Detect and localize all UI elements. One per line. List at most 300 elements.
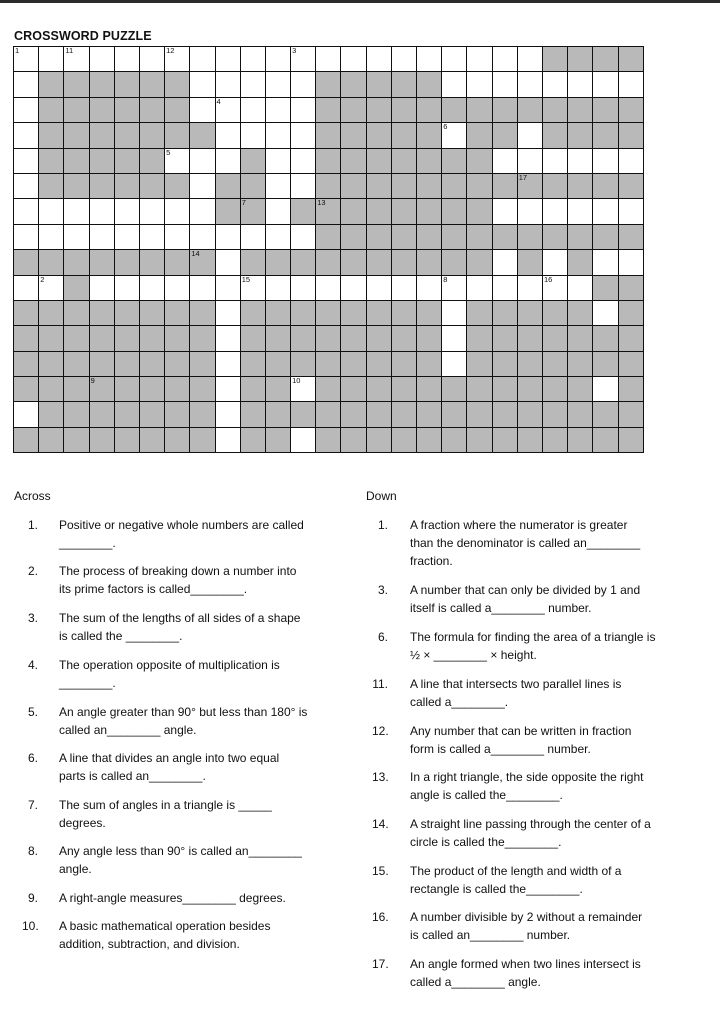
shaded-cell — [14, 326, 39, 351]
grid-cell[interactable] — [593, 250, 618, 275]
shaded-cell — [392, 123, 417, 148]
grid-cell[interactable] — [291, 377, 316, 402]
shaded-cell — [442, 174, 467, 199]
grid-cell[interactable] — [140, 225, 165, 250]
clue-number-label: 4 — [216, 96, 221, 106]
shaded-cell — [341, 326, 366, 351]
grid-cell[interactable] — [568, 199, 593, 224]
grid-cell[interactable] — [190, 47, 215, 72]
shaded-cell — [619, 225, 644, 250]
shaded-cell — [316, 72, 341, 97]
clue-text: A right-angle measures________ degrees. — [59, 891, 286, 905]
shaded-cell — [241, 352, 266, 377]
shaded-cell — [568, 225, 593, 250]
shaded-cell — [316, 377, 341, 402]
shaded-cell — [341, 98, 366, 123]
grid-cell[interactable] — [493, 250, 518, 275]
shaded-cell — [241, 402, 266, 427]
clue-number-label: 3 — [292, 46, 297, 55]
grid-cell[interactable] — [619, 250, 644, 275]
grid-cell[interactable] — [291, 98, 316, 123]
grid-cell[interactable] — [190, 199, 215, 224]
shaded-cell — [291, 352, 316, 377]
shaded-cell — [140, 174, 165, 199]
grid-cell[interactable] — [493, 149, 518, 174]
shaded-cell — [442, 402, 467, 427]
grid-cell[interactable] — [543, 199, 568, 224]
shaded-cell — [518, 250, 543, 275]
grid-cell[interactable] — [165, 225, 190, 250]
grid-cell[interactable] — [39, 47, 64, 72]
shaded-cell — [543, 326, 568, 351]
shaded-cell — [165, 250, 190, 275]
shaded-cell — [417, 199, 442, 224]
grid-cell[interactable] — [619, 149, 644, 174]
shaded-cell — [115, 352, 140, 377]
shaded-cell — [518, 402, 543, 427]
shaded-cell — [493, 301, 518, 326]
shaded-cell — [291, 402, 316, 427]
grid-cell[interactable] — [39, 199, 64, 224]
shaded-cell — [39, 301, 64, 326]
shaded-cell — [115, 301, 140, 326]
shaded-cell — [417, 352, 442, 377]
shaded-cell — [140, 352, 165, 377]
shaded-cell — [392, 402, 417, 427]
shaded-cell — [518, 174, 543, 199]
grid-cell[interactable] — [543, 149, 568, 174]
shaded-cell — [493, 377, 518, 402]
shaded-cell — [568, 174, 593, 199]
shaded-cell — [341, 225, 366, 250]
clue-text: A number that can only be divided by 1 and itself is called a________ number. — [410, 583, 641, 615]
grid-cell[interactable] — [518, 276, 543, 301]
clue-text: A straight line passing through the center of a circle is called the________. — [410, 817, 651, 849]
clue-text: The process of breaking down a number into its prime factors is called________. — [59, 564, 297, 596]
shaded-cell — [115, 402, 140, 427]
grid-cell[interactable] — [241, 72, 266, 97]
shaded-cell — [316, 149, 341, 174]
shaded-cell — [417, 428, 442, 453]
grid-cell[interactable] — [518, 47, 543, 72]
shaded-cell — [291, 326, 316, 351]
grid-cell[interactable] — [341, 276, 366, 301]
grid-cell[interactable] — [115, 47, 140, 72]
shaded-cell — [115, 377, 140, 402]
grid-cell[interactable] — [266, 174, 291, 199]
grid-cell[interactable] — [367, 47, 392, 72]
grid-cell[interactable] — [266, 276, 291, 301]
shaded-cell — [417, 225, 442, 250]
shaded-cell — [241, 149, 266, 174]
grid-cell[interactable] — [568, 276, 593, 301]
shaded-cell — [90, 402, 115, 427]
shaded-cell — [543, 352, 568, 377]
grid-cell[interactable] — [115, 199, 140, 224]
shaded-cell — [341, 149, 366, 174]
shaded-cell — [165, 72, 190, 97]
shaded-cell — [593, 326, 618, 351]
grid-cell[interactable] — [216, 72, 241, 97]
shaded-cell — [266, 326, 291, 351]
clue-number-label: 12 — [166, 46, 175, 55]
shaded-cell — [64, 326, 89, 351]
grid-cell[interactable] — [467, 276, 492, 301]
grid-cell[interactable] — [266, 225, 291, 250]
clue-text: A number divisible by 2 without a remainder is called an________ number. — [410, 910, 643, 942]
grid-cell[interactable] — [216, 47, 241, 72]
grid-cell[interactable] — [266, 98, 291, 123]
grid-cell[interactable] — [241, 123, 266, 148]
shaded-cell — [190, 428, 215, 453]
shaded-cell — [467, 98, 492, 123]
shaded-cell — [442, 98, 467, 123]
shaded-cell — [593, 123, 618, 148]
grid-cell[interactable] — [216, 326, 241, 351]
shaded-cell — [316, 123, 341, 148]
shaded-cell — [467, 428, 492, 453]
shaded-cell — [90, 174, 115, 199]
shaded-cell — [518, 326, 543, 351]
shaded-cell — [467, 402, 492, 427]
clue-number: 15. — [372, 864, 389, 878]
shaded-cell — [568, 377, 593, 402]
shaded-cell — [568, 301, 593, 326]
grid-cell[interactable] — [442, 326, 467, 351]
shaded-cell — [140, 301, 165, 326]
shaded-cell — [241, 301, 266, 326]
shaded-cell — [392, 352, 417, 377]
grid-cell[interactable] — [291, 174, 316, 199]
shaded-cell — [543, 174, 568, 199]
clue-number-label: 2 — [40, 274, 45, 284]
shaded-cell — [64, 428, 89, 453]
shaded-cell — [165, 377, 190, 402]
shaded-cell — [367, 98, 392, 123]
shaded-cell — [467, 352, 492, 377]
clue-number: 9. — [27, 891, 38, 905]
grid-cell[interactable] — [593, 377, 618, 402]
clue-number: 5. — [27, 705, 38, 719]
shaded-cell — [417, 174, 442, 199]
grid-cell[interactable] — [266, 72, 291, 97]
grid-cell[interactable] — [190, 98, 215, 123]
shaded-cell — [467, 199, 492, 224]
grid-cell[interactable] — [90, 47, 115, 72]
shaded-cell — [241, 326, 266, 351]
shaded-cell — [341, 352, 366, 377]
grid-cell[interactable] — [190, 276, 215, 301]
grid-cell[interactable] — [266, 123, 291, 148]
grid-cell[interactable] — [14, 225, 39, 250]
clue-text: The formula for finding the area of a triangle is ½ × ________ × height. — [410, 630, 656, 662]
grid-cell[interactable] — [291, 276, 316, 301]
grid-cell[interactable] — [216, 377, 241, 402]
shaded-cell — [518, 352, 543, 377]
shaded-cell — [316, 98, 341, 123]
grid-cell[interactable] — [216, 352, 241, 377]
shaded-cell — [140, 98, 165, 123]
grid-cell[interactable] — [442, 72, 467, 97]
shaded-cell — [367, 377, 392, 402]
grid-cell[interactable] — [216, 402, 241, 427]
grid-cell[interactable] — [467, 72, 492, 97]
shaded-cell — [593, 276, 618, 301]
shaded-cell — [115, 123, 140, 148]
grid-cell[interactable] — [14, 47, 39, 72]
shaded-cell — [543, 402, 568, 427]
grid-cell[interactable] — [14, 276, 39, 301]
shaded-cell — [518, 428, 543, 453]
shaded-cell — [90, 326, 115, 351]
clue-text: In a right triangle, the side opposite the right angle is called the________. — [410, 770, 644, 802]
shaded-cell — [216, 199, 241, 224]
shaded-cell — [568, 402, 593, 427]
grid-cell[interactable] — [392, 276, 417, 301]
clue-text: The sum of the lengths of all sides of a shape is called the ________. — [59, 611, 301, 643]
grid-cell[interactable] — [417, 276, 442, 301]
clue-text: An angle greater than 90° but less than 180° is called an________ angle. — [59, 705, 308, 737]
shaded-cell — [493, 98, 518, 123]
shaded-cell — [165, 428, 190, 453]
grid-cell[interactable] — [593, 149, 618, 174]
shaded-cell — [593, 428, 618, 453]
grid-cell[interactable] — [14, 98, 39, 123]
shaded-cell — [568, 428, 593, 453]
grid-cell[interactable] — [316, 47, 341, 72]
shaded-cell — [115, 326, 140, 351]
shaded-cell — [266, 377, 291, 402]
grid-cell[interactable] — [64, 199, 89, 224]
clue-text: Positive or negative whole numbers are called ________. — [59, 518, 304, 550]
clue-text: The operation opposite of multiplication is ________. — [59, 658, 280, 690]
clue-number: 13. — [372, 770, 389, 784]
shaded-cell — [493, 428, 518, 453]
shaded-cell — [291, 199, 316, 224]
shaded-cell — [593, 47, 618, 72]
grid-cell[interactable] — [341, 47, 366, 72]
grid-cell[interactable] — [442, 352, 467, 377]
clue-number: 4. — [27, 658, 38, 672]
shaded-cell — [392, 428, 417, 453]
grid-cell[interactable] — [39, 276, 64, 301]
grid-cell[interactable] — [241, 98, 266, 123]
grid-cell[interactable] — [291, 72, 316, 97]
grid-cell[interactable] — [392, 47, 417, 72]
grid-cell[interactable] — [543, 72, 568, 97]
grid-cell[interactable] — [165, 199, 190, 224]
shaded-cell — [266, 250, 291, 275]
page-title: CROSSWORD PUZZLE — [14, 29, 152, 43]
shaded-cell — [392, 149, 417, 174]
grid-cell[interactable] — [493, 276, 518, 301]
shaded-cell — [64, 98, 89, 123]
grid-cell[interactable] — [467, 47, 492, 72]
clue-text: A basic mathematical operation besides addition, subtraction, and division. — [59, 919, 271, 951]
shaded-cell — [90, 98, 115, 123]
clue-number-label: 8 — [443, 274, 448, 284]
clue-number: 6. — [377, 630, 388, 644]
grid-cell[interactable] — [140, 47, 165, 72]
shaded-cell — [367, 149, 392, 174]
grid-cell[interactable] — [115, 276, 140, 301]
grid-cell[interactable] — [90, 276, 115, 301]
grid-cell[interactable] — [493, 47, 518, 72]
grid-cell[interactable] — [568, 149, 593, 174]
clue-number: 7. — [27, 798, 38, 812]
shaded-cell — [165, 123, 190, 148]
grid-cell[interactable] — [190, 174, 215, 199]
grid-cell[interactable] — [518, 123, 543, 148]
clue-number-label: 6 — [443, 122, 448, 132]
shaded-cell — [367, 225, 392, 250]
shaded-cell — [115, 149, 140, 174]
grid-cell[interactable] — [64, 47, 89, 72]
grid-cell[interactable] — [190, 225, 215, 250]
clue-text: An angle formed when two lines intersect is called a________ angle. — [410, 957, 641, 989]
grid-cell[interactable] — [518, 199, 543, 224]
shaded-cell — [341, 428, 366, 453]
grid-cell[interactable] — [165, 276, 190, 301]
grid-cell[interactable] — [216, 301, 241, 326]
grid-cell[interactable] — [140, 276, 165, 301]
grid-cell[interactable] — [64, 225, 89, 250]
shaded-cell — [568, 98, 593, 123]
grid-cell[interactable] — [216, 225, 241, 250]
shaded-cell — [316, 225, 341, 250]
shaded-cell — [593, 174, 618, 199]
grid-cell[interactable] — [14, 199, 39, 224]
shaded-cell — [190, 402, 215, 427]
shaded-cell — [115, 72, 140, 97]
grid-cell[interactable] — [266, 47, 291, 72]
shaded-cell — [367, 199, 392, 224]
grid-cell[interactable] — [165, 47, 190, 72]
grid-cell[interactable] — [568, 72, 593, 97]
grid-cell[interactable] — [543, 250, 568, 275]
shaded-cell — [619, 428, 644, 453]
shaded-cell — [316, 428, 341, 453]
grid-cell[interactable] — [367, 276, 392, 301]
grid-cell[interactable] — [190, 72, 215, 97]
clue-number: 1. — [27, 518, 38, 532]
grid-cell[interactable] — [90, 199, 115, 224]
grid-cell[interactable] — [291, 149, 316, 174]
grid-cell[interactable] — [266, 149, 291, 174]
grid-cell[interactable] — [216, 428, 241, 453]
shaded-cell — [140, 149, 165, 174]
shaded-cell — [140, 377, 165, 402]
shaded-cell — [341, 377, 366, 402]
shaded-cell — [367, 301, 392, 326]
grid-cell[interactable] — [442, 301, 467, 326]
grid-cell[interactable] — [493, 72, 518, 97]
grid-cell[interactable] — [39, 225, 64, 250]
grid-cell[interactable] — [165, 149, 190, 174]
grid-cell[interactable] — [140, 199, 165, 224]
shaded-cell — [619, 123, 644, 148]
shaded-cell — [165, 98, 190, 123]
grid-cell[interactable] — [14, 402, 39, 427]
grid-cell[interactable] — [266, 199, 291, 224]
across-heading: Across — [14, 489, 51, 503]
shaded-cell — [568, 326, 593, 351]
shaded-cell — [367, 72, 392, 97]
grid-cell[interactable] — [593, 199, 618, 224]
grid-cell[interactable] — [593, 301, 618, 326]
shaded-cell — [64, 377, 89, 402]
grid-cell[interactable] — [14, 123, 39, 148]
grid-cell[interactable] — [291, 428, 316, 453]
clue-text: Any number that can be written in fraction form is called a________ number. — [410, 724, 632, 756]
grid-cell[interactable] — [14, 72, 39, 97]
shaded-cell — [568, 250, 593, 275]
grid-cell[interactable] — [417, 47, 442, 72]
shaded-cell — [115, 174, 140, 199]
grid-cell[interactable] — [543, 276, 568, 301]
grid-cell[interactable] — [190, 149, 215, 174]
shaded-cell — [367, 352, 392, 377]
clue-number-label: 11 — [65, 46, 74, 55]
shaded-cell — [14, 377, 39, 402]
grid-cell[interactable] — [216, 98, 241, 123]
shaded-cell — [39, 428, 64, 453]
grid-cell[interactable] — [518, 72, 543, 97]
grid-cell[interactable] — [241, 225, 266, 250]
grid-cell[interactable] — [442, 123, 467, 148]
shaded-cell — [266, 428, 291, 453]
grid-cell[interactable] — [518, 149, 543, 174]
grid-cell[interactable] — [14, 174, 39, 199]
shaded-cell — [392, 377, 417, 402]
shaded-cell — [392, 250, 417, 275]
shaded-cell — [568, 47, 593, 72]
shaded-cell — [593, 402, 618, 427]
grid-cell[interactable] — [216, 276, 241, 301]
grid-cell[interactable] — [593, 72, 618, 97]
grid-cell[interactable] — [442, 276, 467, 301]
grid-cell[interactable] — [216, 250, 241, 275]
shaded-cell — [39, 123, 64, 148]
grid-cell[interactable] — [619, 72, 644, 97]
grid-cell[interactable] — [216, 123, 241, 148]
shaded-cell — [543, 428, 568, 453]
grid-cell[interactable] — [291, 123, 316, 148]
clue-number: 11. — [372, 677, 388, 691]
shaded-cell — [266, 402, 291, 427]
shaded-cell — [39, 250, 64, 275]
shaded-cell — [64, 123, 89, 148]
shaded-cell — [619, 402, 644, 427]
grid-cell[interactable] — [216, 149, 241, 174]
shaded-cell — [467, 301, 492, 326]
grid-cell[interactable] — [442, 47, 467, 72]
grid-cell[interactable] — [291, 225, 316, 250]
shaded-cell — [467, 326, 492, 351]
shaded-cell — [467, 174, 492, 199]
grid-cell[interactable] — [14, 149, 39, 174]
grid-cell[interactable] — [90, 225, 115, 250]
grid-cell[interactable] — [115, 225, 140, 250]
grid-cell[interactable] — [241, 47, 266, 72]
grid-cell[interactable] — [316, 276, 341, 301]
grid-cell[interactable] — [291, 47, 316, 72]
grid-cell[interactable] — [493, 199, 518, 224]
shaded-cell — [14, 352, 39, 377]
grid-cell[interactable] — [619, 199, 644, 224]
grid-cell[interactable] — [241, 276, 266, 301]
shaded-cell — [392, 225, 417, 250]
